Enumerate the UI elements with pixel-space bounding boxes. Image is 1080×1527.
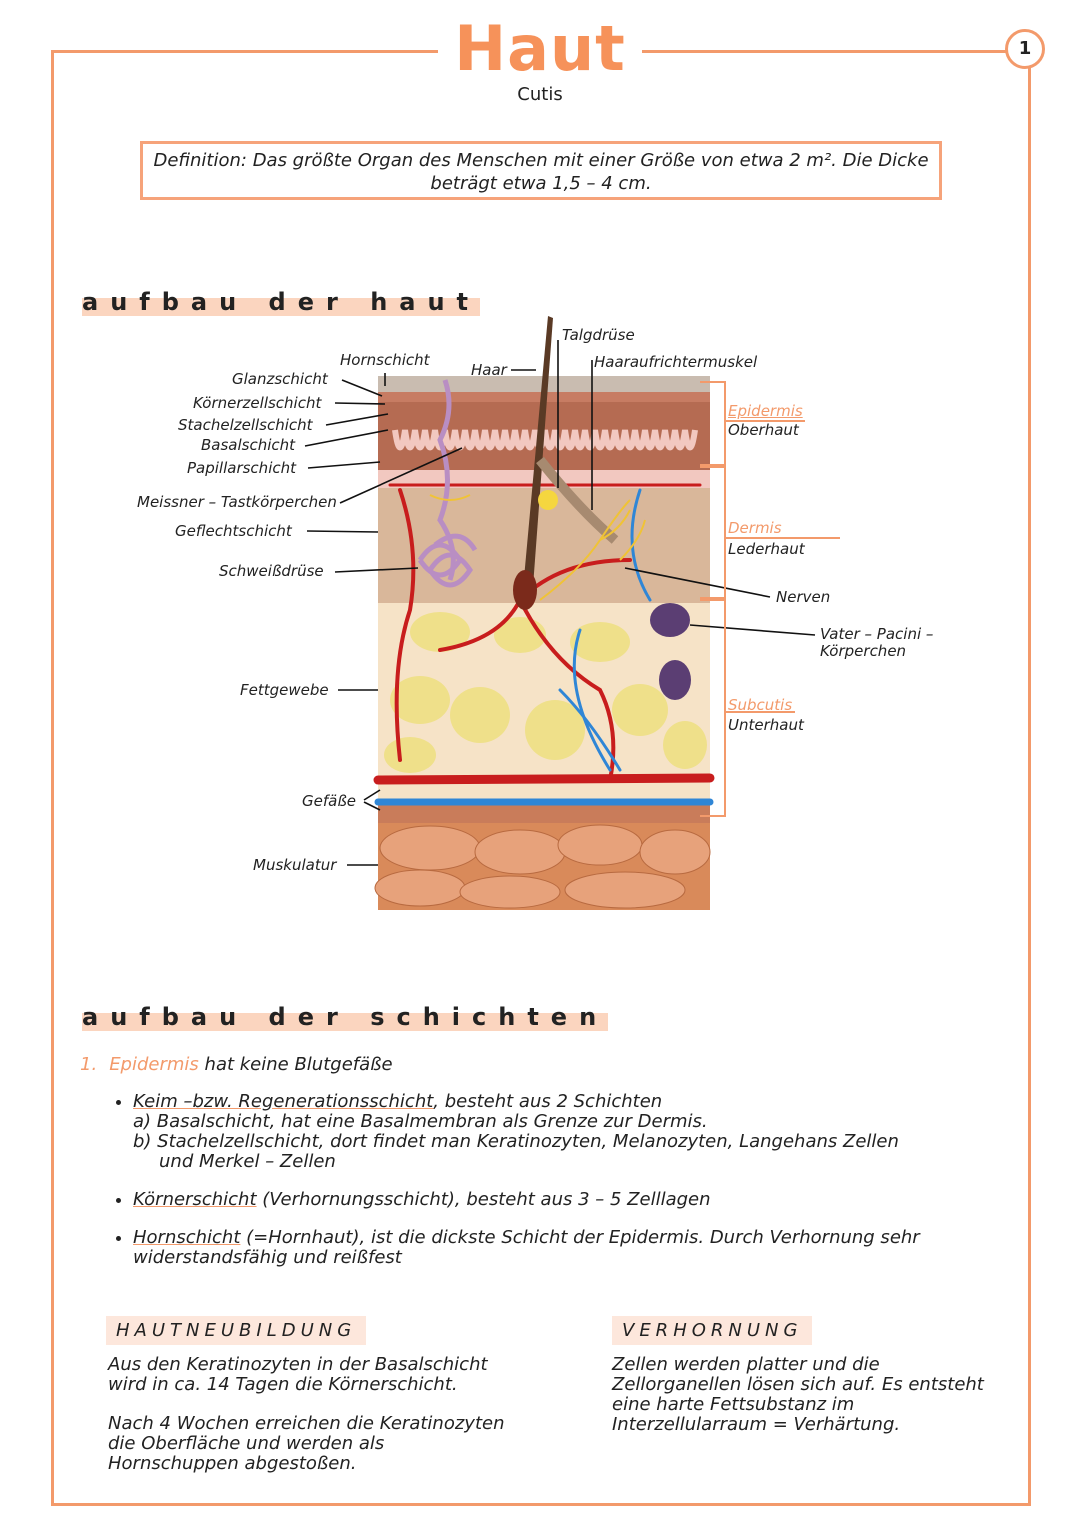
bullet-term: Hornschicht xyxy=(133,1227,241,1248)
label-vater-pacini-2: Körperchen xyxy=(820,642,907,660)
definition-box xyxy=(140,141,942,200)
muscle-layer xyxy=(375,820,710,910)
layer-bullet-list xyxy=(105,1092,993,1286)
definition-line-1: Definition: Das größte Organ des Menschen mit einer Größe von etwa 2 m². Die Dicke xyxy=(153,150,929,171)
label-talgdruese: Talgdrüse xyxy=(562,326,635,344)
page-number: 1 xyxy=(1005,29,1045,69)
section-heading-aufbau-schichten xyxy=(82,1003,608,1031)
item-text: hat keine Blutgefäße xyxy=(198,1054,393,1075)
label-gefaesse: Gefäße xyxy=(302,792,357,810)
hautneubildung-paragraph-2 xyxy=(108,1414,504,1474)
section-heading-text: aufbau der haut xyxy=(82,288,481,316)
label-geflechtschicht: Geflechtschicht xyxy=(175,522,292,540)
bullet-text-cont: widerstandsfähig und reißfest xyxy=(133,1247,402,1268)
bullet-sub-b: b) Stachelzellschicht, dort findet man Keratinozyten, Melanozyten, Langehans Zellen xyxy=(133,1131,899,1152)
page-title: Haut xyxy=(454,12,626,85)
page-subtitle: Cutis xyxy=(517,84,563,105)
label-haaraufrichtermuskel: Haaraufrichtermuskel xyxy=(594,353,758,371)
text-line: wird in ca. 14 Tagen die Körnerschicht. xyxy=(108,1374,458,1395)
bullet-hornschicht xyxy=(133,1228,993,1268)
item-term: Epidermis xyxy=(109,1054,199,1075)
epidermis-item xyxy=(80,1054,393,1075)
bullet-text: (=Hornhaut), ist die dickste Schicht der Epidermis. Durch Verhornung sehr xyxy=(240,1227,920,1248)
text-line: Zellorganellen lösen sich auf. Es entsteht xyxy=(612,1374,984,1395)
label-lederhaut: Lederhaut xyxy=(728,540,805,558)
label-unterhaut: Unterhaut xyxy=(728,716,804,734)
text-line: Hornschuppen abgestoßen. xyxy=(108,1453,357,1474)
bullet-keimschicht xyxy=(133,1092,993,1172)
label-vater-pacini-1: Vater – Pacini – xyxy=(820,625,934,643)
verhornung-heading: VERHORNUNG xyxy=(612,1316,812,1345)
text-line: Nach 4 Wochen erreichen die Keratinozyten xyxy=(108,1413,505,1434)
bullet-term: Keim –bzw. Regenerationsschicht xyxy=(133,1091,434,1112)
hautneubildung-paragraph-1 xyxy=(108,1355,488,1395)
item-number: 1. xyxy=(80,1054,98,1075)
text-line: die Oberfläche und werden als xyxy=(108,1433,385,1454)
label-hornschicht: Hornschicht xyxy=(340,351,430,369)
label-epidermis: Epidermis xyxy=(728,402,803,420)
section-heading-text: aufbau der schichten xyxy=(82,1003,609,1031)
label-muskulatur: Muskulatur xyxy=(253,856,337,874)
label-fettgewebe: Fettgewebe xyxy=(240,681,329,699)
text-line: Aus den Keratinozyten in der Basalschicht xyxy=(108,1354,488,1375)
bullet-term: Körnerschicht xyxy=(133,1189,257,1210)
bullet-sub-b-cont: und Merkel – Zellen xyxy=(159,1151,336,1172)
fascia-layer xyxy=(378,805,710,823)
verhornung-paragraph xyxy=(612,1355,984,1435)
bullet-text: , besteht aus 2 Schichten xyxy=(433,1091,663,1112)
skin-cross-section-illustration xyxy=(0,300,1080,920)
hautneubildung-heading: HAUTNEUBILDUNG xyxy=(106,1316,366,1345)
label-schweissdruese: Schweißdrüse xyxy=(219,562,324,580)
label-basalschicht: Basalschicht xyxy=(201,436,296,454)
label-glanzschicht: Glanzschicht xyxy=(232,370,328,388)
label-subcutis: Subcutis xyxy=(728,696,793,714)
text-line: Zellen werden platter und die xyxy=(612,1354,880,1375)
label-koernerzellschicht: Körnerzellschicht xyxy=(193,394,322,412)
label-meissner: Meissner – Tastkörperchen xyxy=(137,493,337,511)
definition-line-2: beträgt etwa 1,5 – 4 cm. xyxy=(430,173,652,194)
label-nerven: Nerven xyxy=(776,588,831,606)
label-dermis: Dermis xyxy=(728,519,782,537)
bullet-sub-a: a) Basalschicht, hat eine Basalmembran als Grenze zur Dermis. xyxy=(133,1111,708,1132)
label-oberhaut: Oberhaut xyxy=(728,421,799,439)
bullet-koernerschicht xyxy=(133,1190,993,1210)
bullet-text: (Verhornungsschicht), besteht aus 3 – 5 Zelllagen xyxy=(256,1189,711,1210)
label-haar: Haar xyxy=(471,361,507,379)
text-line: Interzellularraum = Verhärtung. xyxy=(612,1414,901,1435)
skin-diagram xyxy=(0,300,1080,920)
label-stachelzellschicht: Stachelzellschicht xyxy=(178,416,313,434)
label-papillarschicht: Papillarschicht xyxy=(187,459,296,477)
text-line: eine harte Fettsubstanz im xyxy=(612,1394,855,1415)
